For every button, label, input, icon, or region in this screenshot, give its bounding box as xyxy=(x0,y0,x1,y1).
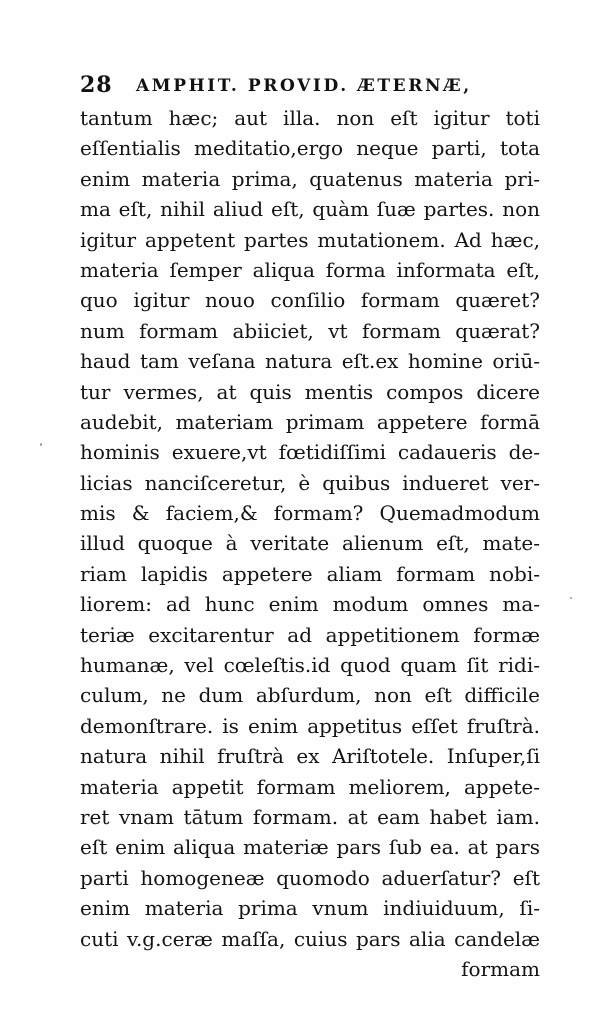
text-line: num formam abiiciet, vt formam quærat? xyxy=(80,318,540,343)
paper-speck xyxy=(40,443,42,446)
text-line: liorem: ad hunc enim modum omnes ma- xyxy=(80,592,540,617)
text-line: demonſtrare. is enim appetitus eſſet fruſtrà. xyxy=(80,713,540,738)
text-line: humanæ, vel cœleſtis.id quod quam ſit ridi- xyxy=(80,653,540,678)
text-line: ma eſt, nihil aliud eſt, quàm ſuæ partes. non xyxy=(80,197,540,222)
text-line: licias nanciſceretur, è quibus indueret ver- xyxy=(80,470,540,495)
text-line: audebit, materiam primam appetere formā xyxy=(80,409,540,434)
page-header xyxy=(80,72,540,106)
text-line: hominis exuere,vt fœtidiſſimi cadaueris de- xyxy=(80,440,540,465)
text-line: haud tam veſana natura eſt.ex homine oriū- xyxy=(80,349,540,374)
text-line: parti homogeneæ quomodo aduerſatur? eſt xyxy=(80,865,540,890)
text-line: riam lapidis appetere aliam formam nobi- xyxy=(80,561,540,586)
text-line: igitur appetent partes mutationem. Ad hæc, xyxy=(80,227,540,252)
text-line: tantum hæc; aut illa. non eſt igitur toti xyxy=(80,106,540,130)
text-line: culum, ne dum abſurdum, non eſt difficile xyxy=(80,683,540,708)
text-line: eſt enim aliqua materiæ pars ſub ea. at pars xyxy=(80,835,540,860)
running-title: AMPHIT. PROVID. ÆTERNÆ, xyxy=(136,76,472,96)
text-line: illud quoque à veritate alienum eſt, mate- xyxy=(80,531,540,556)
text-line: cuti v.g.ceræ maſſa, cuius pars alia candelæ xyxy=(80,926,540,951)
text-line: materia ſemper aliqua forma informata eſt, xyxy=(80,257,540,282)
text-line: quo igitur nouo conſilio formam quæret? xyxy=(80,288,540,313)
paper-speck xyxy=(570,597,572,599)
text-line: materia appetit formam meliorem, appete- xyxy=(80,774,540,799)
text-line: natura nihil fruſtrà ex Ariſtotele. Inſuper,ſi xyxy=(80,744,540,769)
text-line: enim materia prima, quatenus materia pri- xyxy=(80,166,540,191)
text-line: tur vermes, at quis mentis compos dicere xyxy=(80,379,540,404)
page-number: 28 xyxy=(80,72,113,98)
text-line: eſſentialis meditatio,ergo neque parti, tota xyxy=(80,136,540,161)
catchword: formam xyxy=(461,956,540,981)
text-line: ret vnam tātum formam. at eam habet iam. xyxy=(80,804,540,829)
body-text xyxy=(80,103,540,984)
text-line: mis & faciem,& formam? Quemadmodum xyxy=(80,501,540,526)
text-line: teriæ excitarentur ad appetitionem formæ xyxy=(80,622,540,647)
text-line: enim materia prima vnum indiuiduum, ſi- xyxy=(80,896,540,921)
